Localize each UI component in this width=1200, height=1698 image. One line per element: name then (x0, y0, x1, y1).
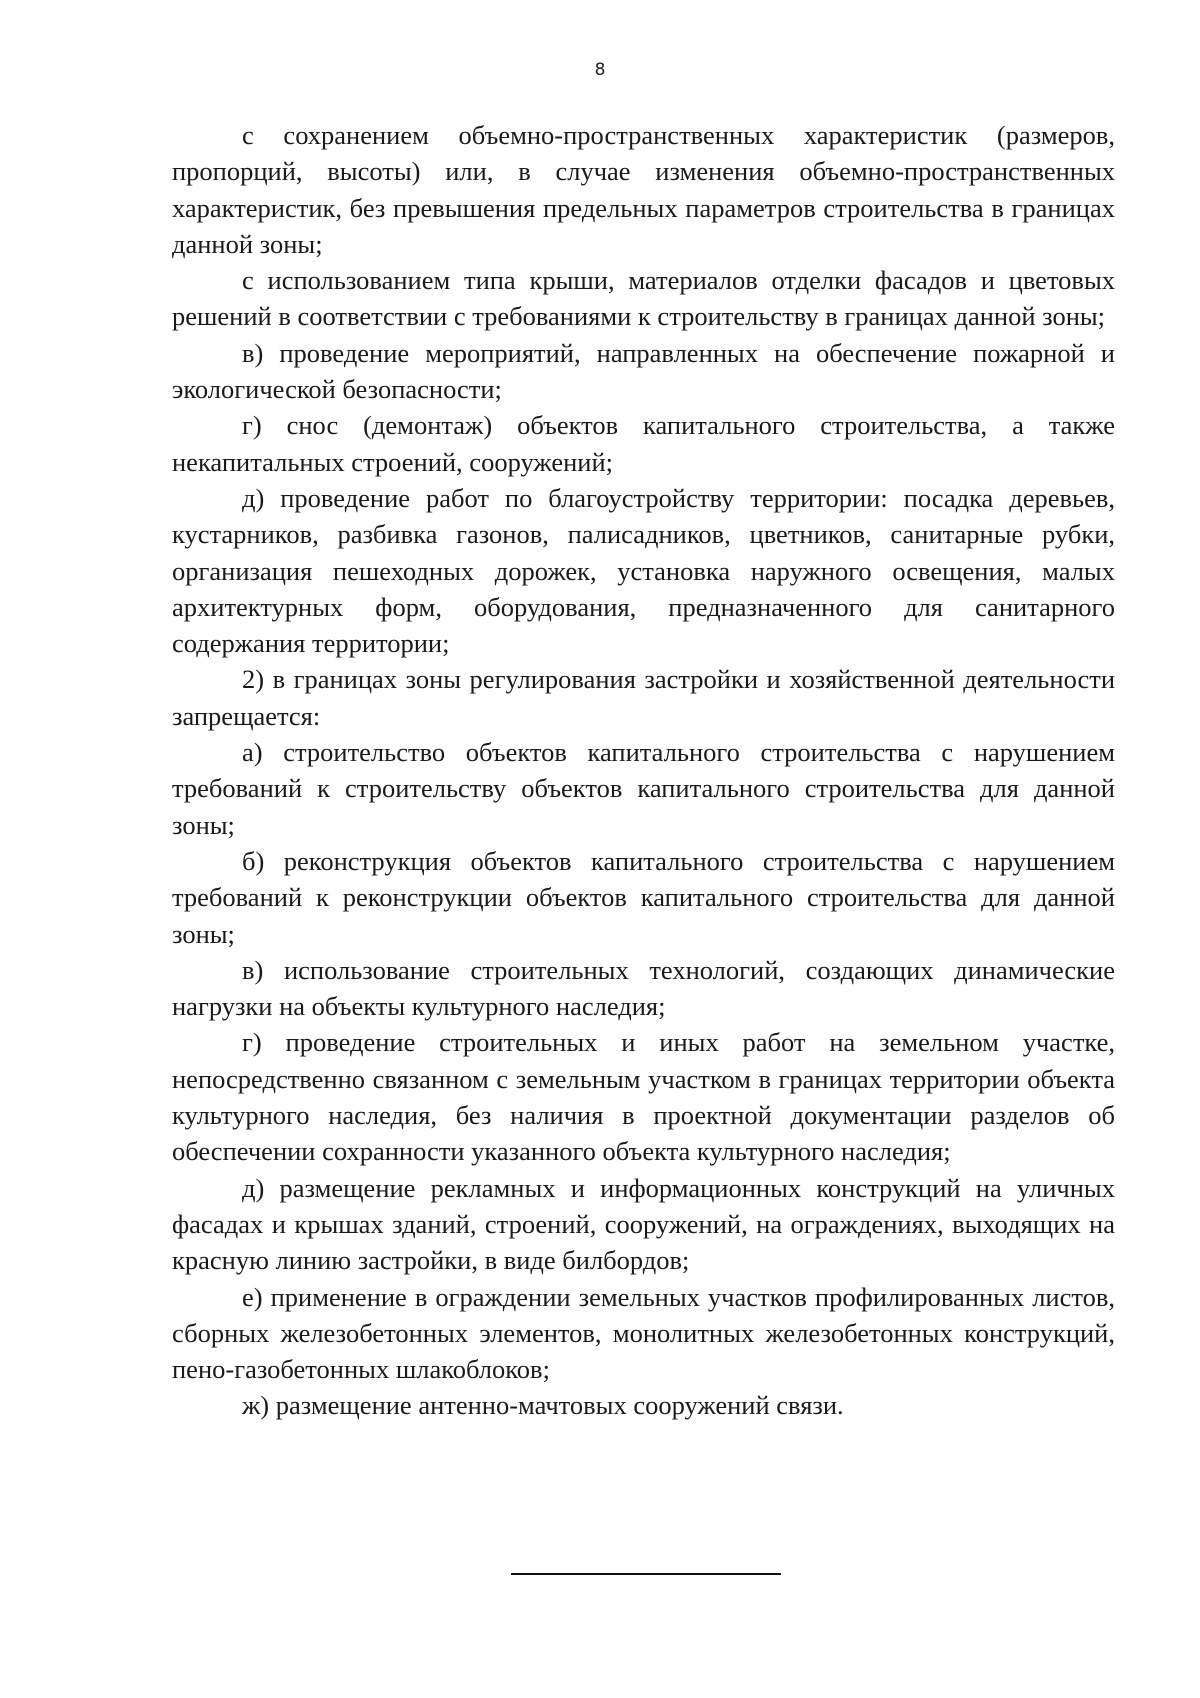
paragraph: г) проведение строительных и иных работ на земельном участке, непосредственно связанном с земельным участком в границах территории объекта культурного наследия, без наличия в проектной документации разделов об обеспечении сохранности указанного объекта культурного наследия; (172, 1027, 1115, 1167)
page-number: 8 (594, 60, 606, 80)
paragraph: ж) размещение антенно-мачтовых сооружений связи. (242, 1390, 844, 1421)
paragraph: с использованием типа крыши, материалов отделки фасадов и цветовых решений в соответствии с требованиями к строительству в границах данной зоны; (172, 265, 1115, 332)
paragraph: в) использование строительных технологий, создающих динамические нагрузки на объекты культурного наследия; (172, 954, 1115, 1022)
paragraph: а) строительство объектов капитального строительства с нарушением требований к строительству объектов капитального строительства для данной зоны; (172, 737, 1115, 840)
paragraph: с сохранением объемно-пространственных характеристик (размеров, пропорций, высоты) или, в случае изменения объемно-пространственных характеристик, без превышения предельных параметров строительства в границах данной зоны; (172, 120, 1115, 259)
paragraph: г) снос (демонтаж) объектов капитального строительства, а также некапитальных строений, сооружений; (172, 410, 1115, 477)
paragraph: д) размещение рекламных и информационных конструкций на уличных фасадах и крышах зданий, строений, сооружений, на ограждениях, выходящих на красную линию застройки, в виде билбордов; (172, 1172, 1115, 1276)
paragraph: б) реконструкция объектов капитального строительства с нарушением требований к реконструкции объектов капитального строительства для данной зоны; (172, 845, 1115, 949)
paragraph: в) проведение мероприятий, направленных на обеспечение пожарной и экологической безопасности; (172, 337, 1115, 405)
paragraph: 2) в границах зоны регулирования застройки и хозяйственной деятельности запрещается: (172, 664, 1115, 731)
paragraph: е) применение в ограждении земельных участков профилированных листов, сборных железобетонных элементов, монолитных железобетонных конструкций, пено-газобетонных шлакоблоков; (172, 1281, 1115, 1385)
paragraph: д) проведение работ по благоустройству территории: посадка деревьев, кустарников, разбивка газонов, палисадников, цветников, санитарные рубки, организация пешеходных дорожек, установка наружного освещения, малых архитектурных форм, оборудования, предназначенного для санитарного содержания территории; (172, 482, 1115, 659)
document-body (172, 117, 1115, 1424)
end-of-document-rule (511, 1573, 781, 1575)
